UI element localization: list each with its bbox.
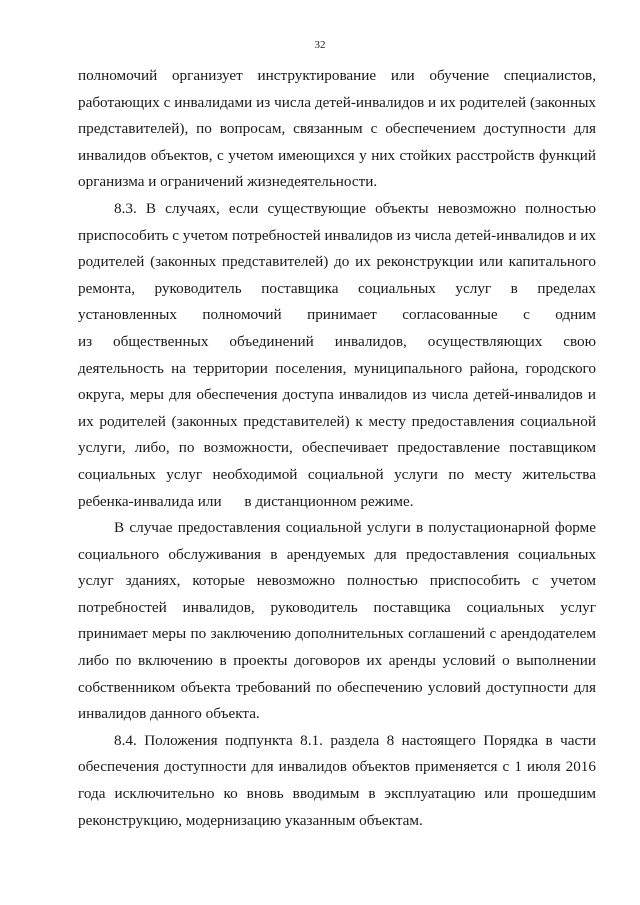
- text-line: либо по включению в проекты договоров их аренды условий о выполнении: [78, 652, 596, 670]
- text-line: собственником объекта требований по обеспечению условий доступности для: [78, 678, 596, 696]
- text-line: представителей), по вопросам, связанным с обеспечением доступности для: [78, 120, 596, 138]
- text-line: ремонта, руководитель поставщика социальных услуг в пределах: [78, 279, 596, 297]
- paragraph-semi-stationary: [78, 515, 596, 728]
- text-line: установленных полномочий принимает согласованные с одним: [78, 306, 596, 324]
- text-line: 8.4. Положения подпункта 8.1. раздела 8 настоящего Порядка в части: [114, 731, 596, 749]
- text-line: из общественных объединений инвалидов, осуществляющих свою: [78, 332, 596, 350]
- text-line: приспособить с учетом потребностей инвалидов из числа детей-инвалидов и их: [78, 226, 596, 244]
- document-body: [78, 63, 596, 834]
- text-line: инвалидов данного объекта.: [78, 705, 260, 723]
- text-line: реконструкцию, модернизацию указанным объектам.: [78, 811, 423, 829]
- text-line: социальных услуг необходимой социальной услуги по месту жительства: [78, 465, 596, 483]
- text-line: услуг зданиях, которые невозможно полностью приспособить с учетом: [78, 572, 596, 590]
- paragraph-clause-8-4: [78, 728, 596, 834]
- text-line: полномочий организует инструктирование или обучение специалистов,: [78, 67, 596, 84]
- page-number: 32: [314, 39, 326, 51]
- paragraph-clause-8-3: [78, 196, 596, 515]
- text-line: потребностей инвалидов, руководитель поставщика социальных услуг: [78, 598, 596, 616]
- text-line: 8.3. В случаях, если существующие объекты невозможно полностью: [114, 199, 596, 217]
- text-line: социального обслуживания в арендуемых для предоставления социальных: [78, 545, 596, 563]
- text-line: округа, меры для обеспечения доступа инвалидов из числа детей-инвалидов и: [78, 386, 596, 404]
- text-line: работающих с инвалидами из числа детей-инвалидов и их родителей (законных: [78, 93, 596, 111]
- text-line: их родителей (законных представителей) к месту предоставления социальной: [78, 412, 596, 430]
- text-line: инвалидов объектов, с учетом имеющихся у них стойких расстройств функций: [78, 146, 596, 164]
- text-line: обеспечения доступности для инвалидов объектов применяется с 1 июля 2016: [78, 758, 596, 776]
- text-line: ребенка-инвалида или в дистанционном режиме.: [78, 492, 414, 510]
- text-line: В случае предоставления социальной услуги в полустационарной форме: [114, 519, 596, 537]
- text-line: родителей (законных представителей) до их реконструкции или капитального: [78, 253, 596, 271]
- text-line: года исключительно ко вновь вводимым в эксплуатацию или прошедшим: [78, 785, 596, 803]
- text-line: организма и ограничений жизнедеятельности.: [78, 173, 378, 191]
- text-line: принимает меры по заключению дополнительных соглашений с арендодателем: [78, 625, 596, 643]
- text-line: деятельность на территории поселения, муниципального района, городского: [78, 359, 596, 377]
- text-line: услуги, либо, по возможности, обеспечивает предоставление поставщиком: [78, 439, 596, 457]
- paragraph-continuation: [78, 63, 596, 196]
